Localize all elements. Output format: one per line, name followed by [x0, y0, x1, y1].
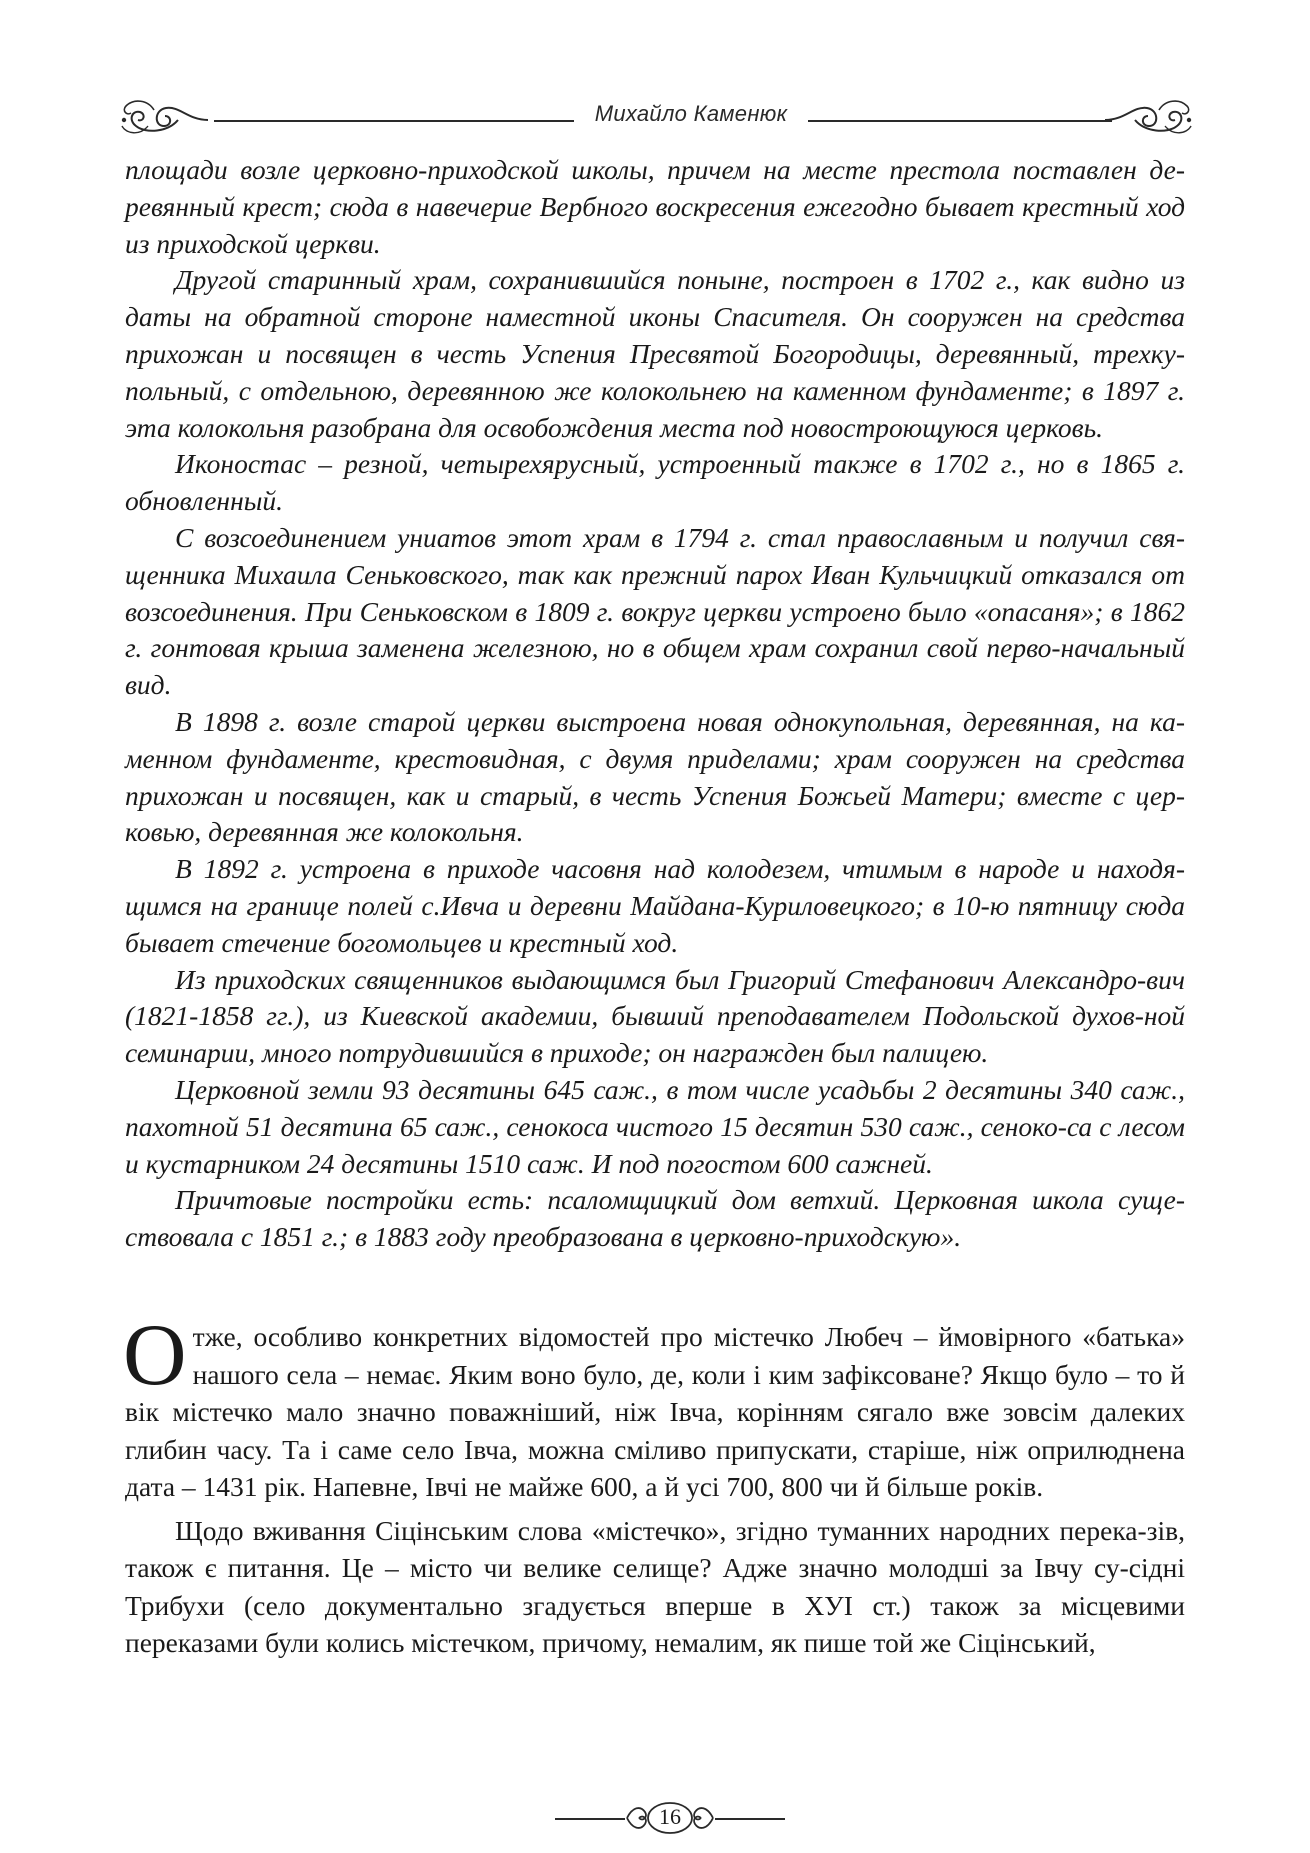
folio-rule-left — [555, 1818, 625, 1820]
header-rule-right — [808, 120, 1112, 122]
right-flourish-ornament — [1103, 96, 1195, 138]
quote-paragraph-3: Иконостас – резной, четырехярусный, устроенный также в 1702 г., но в 1865 г. обновленный. — [125, 448, 1185, 517]
quote-paragraph-8: Церковной земли 93 десятины 645 саж., в том числе усадьбы 2 десятины 340 саж., пахотной 51 десятина 65 саж., сенокоса чистого 15 десятин 530 саж., сеноко-са с лесом и кустарником 24 десятины 1510 саж. И под погостом 600 сажней. — [125, 1073, 1185, 1179]
page-folio — [555, 1798, 785, 1838]
body-paragraph-1-text: тже, особливо конкретних відомостей про містечко Любеч – ймовірного «батька» нашого села – немає. Яким воно було, де, коли і ким зафіксоване? Якщо було – то й вік містечко мало значно поважніший, ніж Івча, корінням сягало вже зовсім далеких глибин часу. Та і саме село Івча, можна сміливо припускати, старіше, ніж оприлюднена дата – 1431 рік. Напевне, Івчі не майже 600, а й усі 700, 800 чи й більше років. — [125, 1321, 1185, 1502]
folio-rule-right — [715, 1818, 785, 1820]
quote-paragraph-5: В 1898 г. возле старой церкви выстроена новая однокупольная, деревянная, на ка-менном фундаменте, крестовидная, с двумя приделами; храм сооружен на средства прихожан и посвящен, как и старый, в честь Успения Божьей Матери; вместе с цер-ковью, деревянная же колокольня. — [125, 705, 1185, 848]
quote-paragraph-4: С возсоединением униатов этот храм в 1794 г. стал православным и получил свя-щенника Михаила Сеньковского, так как прежний парох Иван Кульчицкий отказался от возсоединения. При Сеньковском в 1809 г. вокруг церкви устроено было «опасаня»; в 1862 г. гонтовая крыша заменена железною, но в общем храм сохранил свой перво-начальный вид. — [125, 521, 1185, 701]
body-paragraph-1 — [123, 1307, 1185, 1506]
page-number: 16 — [659, 1804, 681, 1829]
left-flourish-ornament — [118, 96, 210, 138]
running-title: Михайло Каменюк — [594, 101, 788, 126]
quote-paragraph-2: Другой старинный храм, сохранившийся поныне, построен в 1702 г., как видно из даты на обратной стороне наместной иконы Спасителя. Он сооружен на средства прихожан и посвящен в честь Успения Пресвятой Богородицы, деревянный, трехку-польный, с отдельною, деревянною же колокольнею на каменном фундаменте; в 1897 г. эта колокольня разобрана для освобождения места под новостроющуюся церковь. — [125, 264, 1185, 443]
body-text — [123, 1307, 1185, 1662]
quote-paragraph-9: Причтовые постройки есть: псаломщицкий дом ветхий. Церковная школа суще-ствовала с 1851 г.; в 1883 году преобразована в церковно-приходскую». — [125, 1184, 1185, 1253]
quote-paragraph-7: Из приходских священников выдающимся был Григорий Стефанович Александро-вич (1821-1858 гг.), из Киевской академии, бывший преподавателем Подольской духов-ной семинарии, много потрудившийся в приходе; он награжден был палицею. — [125, 963, 1185, 1069]
drop-cap: О — [123, 1307, 187, 1404]
body-paragraph-2: Щодо вживання Сіцінським слова «містечко», згідно туманних народних перека-зів, також є питання. Це – місто чи велике селище? Адже значно молодші за Івчу су-сідні Трибухи (село документально згадується вперше в ХУІ ст.) також за місцевими переказами були колись містечком, причому, немалим, як пише той же Сіцінський, — [125, 1514, 1185, 1658]
quote-paragraph-6: В 1892 г. устроена в приходе часовня над колодезем, чтимым в народе и находя-щимся на границе полей с.Ивча и деревни Майдана-Куриловецкого; в 10-ю пятницу сюда бывает стечение богомольцев и крестный ход. — [125, 853, 1185, 958]
running-header — [118, 96, 1195, 138]
header-rule-left — [214, 120, 574, 122]
quoted-passage — [125, 152, 1185, 1256]
quote-paragraph-1: площади возле церковно-приходской школы, причем на месте престола поставлен де-ревянный крест; сюда в навечерие Вербного воскресения ежегодно бывает крестный ход из приходской церкви. — [125, 154, 1185, 259]
